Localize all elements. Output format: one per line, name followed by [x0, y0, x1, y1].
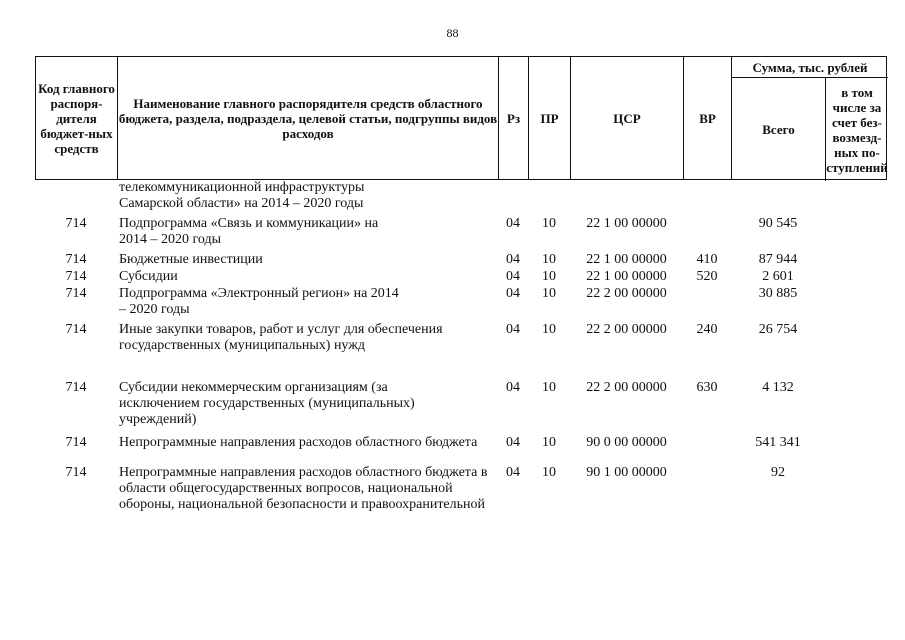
continuation-text: телекоммуникационной инфраструктуры Самарской области» на 2014 – 2020 годы [119, 180, 365, 211]
table-body [35, 180, 887, 535]
header-rz: Рз [499, 57, 529, 179]
header-vr: ВР [684, 57, 732, 179]
cell-code: 714 [65, 216, 87, 231]
cell-rz: 04 [506, 322, 520, 337]
cell-code: 714 [65, 435, 87, 450]
cell-pr: 10 [542, 269, 556, 284]
cell-pr: 10 [542, 322, 556, 337]
cell-total: 4 132 [762, 380, 794, 395]
cell-name: Подпрограмма «Связь и коммуникации» на 2014 – 2020 годы [119, 216, 379, 247]
cell-csr: 22 2 00 00000 [586, 322, 667, 337]
cell-pr: 10 [542, 216, 556, 231]
cell-vr: 410 [696, 252, 718, 267]
table-row [35, 322, 887, 380]
table-row [35, 216, 887, 252]
cell-pr: 10 [542, 286, 556, 301]
header-total: Всего [732, 78, 826, 181]
cell-total: 2 601 [762, 269, 794, 284]
cell-total: 541 341 [755, 435, 801, 450]
cell-name: Подпрограмма «Электронный регион» на 2014 – 2020 годы [119, 286, 399, 317]
cell-code: 714 [65, 380, 87, 395]
cell-vr: 630 [696, 380, 718, 395]
header-gratuit: в том числе за счет без-возмезд-ных по-ступлений [826, 84, 888, 175]
cell-csr: 90 0 00 00000 [586, 435, 667, 450]
cell-total: 87 944 [758, 252, 798, 267]
table-row [35, 269, 887, 286]
cell-code: 714 [65, 269, 87, 284]
table-row [35, 380, 887, 435]
cell-name: Иные закупки товаров, работ и услуг для обеспечения государственных (муниципальных) нужд [119, 322, 443, 353]
cell-rz: 04 [506, 286, 520, 301]
cell-csr: 22 2 00 00000 [586, 380, 667, 395]
cell-code: 714 [65, 286, 87, 301]
header-code: Код главного распоря-дителя бюджет-ных средств [36, 57, 118, 179]
table-row [35, 252, 887, 269]
cell-total: 92 [771, 465, 785, 480]
table-header [35, 56, 887, 180]
continuation-row [35, 180, 887, 216]
header-name: Наименование главного распорядителя средств областного бюджета, раздела, подраздела, целевой статьи, подгруппы видов расходов [118, 57, 499, 179]
cell-total: 90 545 [758, 216, 798, 231]
header-pr: ПР [529, 57, 571, 179]
table-row [35, 435, 887, 465]
cell-csr: 22 1 00 00000 [586, 269, 667, 284]
cell-rz: 04 [506, 269, 520, 284]
cell-code: 714 [65, 252, 87, 267]
cell-name: Непрограммные направления расходов областного бюджета в области общегосударственных вопросов, национальной обороны, национальной безопасности и правоохранительной [119, 465, 488, 512]
cell-vr: 240 [696, 322, 718, 337]
cell-csr: 22 1 00 00000 [586, 252, 667, 267]
cell-code: 714 [65, 465, 87, 480]
cell-total: 26 754 [758, 322, 798, 337]
cell-name: Субсидии некоммерческим организациям (за исключением государственных (муниципальных) учреждений) [119, 380, 415, 427]
header-sum: Сумма, тыс. рублей [732, 57, 888, 78]
table-row [35, 286, 887, 322]
cell-code: 714 [65, 322, 87, 337]
cell-pr: 10 [542, 380, 556, 395]
cell-csr: 22 1 00 00000 [586, 216, 667, 231]
cell-name: Бюджетные инвестиции [119, 252, 263, 267]
cell-vr: 520 [696, 269, 718, 284]
cell-rz: 04 [506, 252, 520, 267]
cell-pr: 10 [542, 465, 556, 480]
cell-name: Субсидии [119, 269, 178, 284]
cell-name: Непрограммные направления расходов областного бюджета [119, 435, 478, 450]
cell-rz: 04 [506, 216, 520, 231]
table-row [35, 465, 887, 535]
cell-rz: 04 [506, 435, 520, 450]
page-number: 88 [446, 26, 459, 40]
cell-pr: 10 [542, 252, 556, 267]
header-csr: ЦСР [571, 57, 684, 179]
cell-rz: 04 [506, 465, 520, 480]
cell-csr: 22 2 00 00000 [586, 286, 667, 301]
cell-total: 30 885 [758, 286, 798, 301]
cell-csr: 90 1 00 00000 [586, 465, 667, 480]
cell-rz: 04 [506, 380, 520, 395]
cell-pr: 10 [542, 435, 556, 450]
